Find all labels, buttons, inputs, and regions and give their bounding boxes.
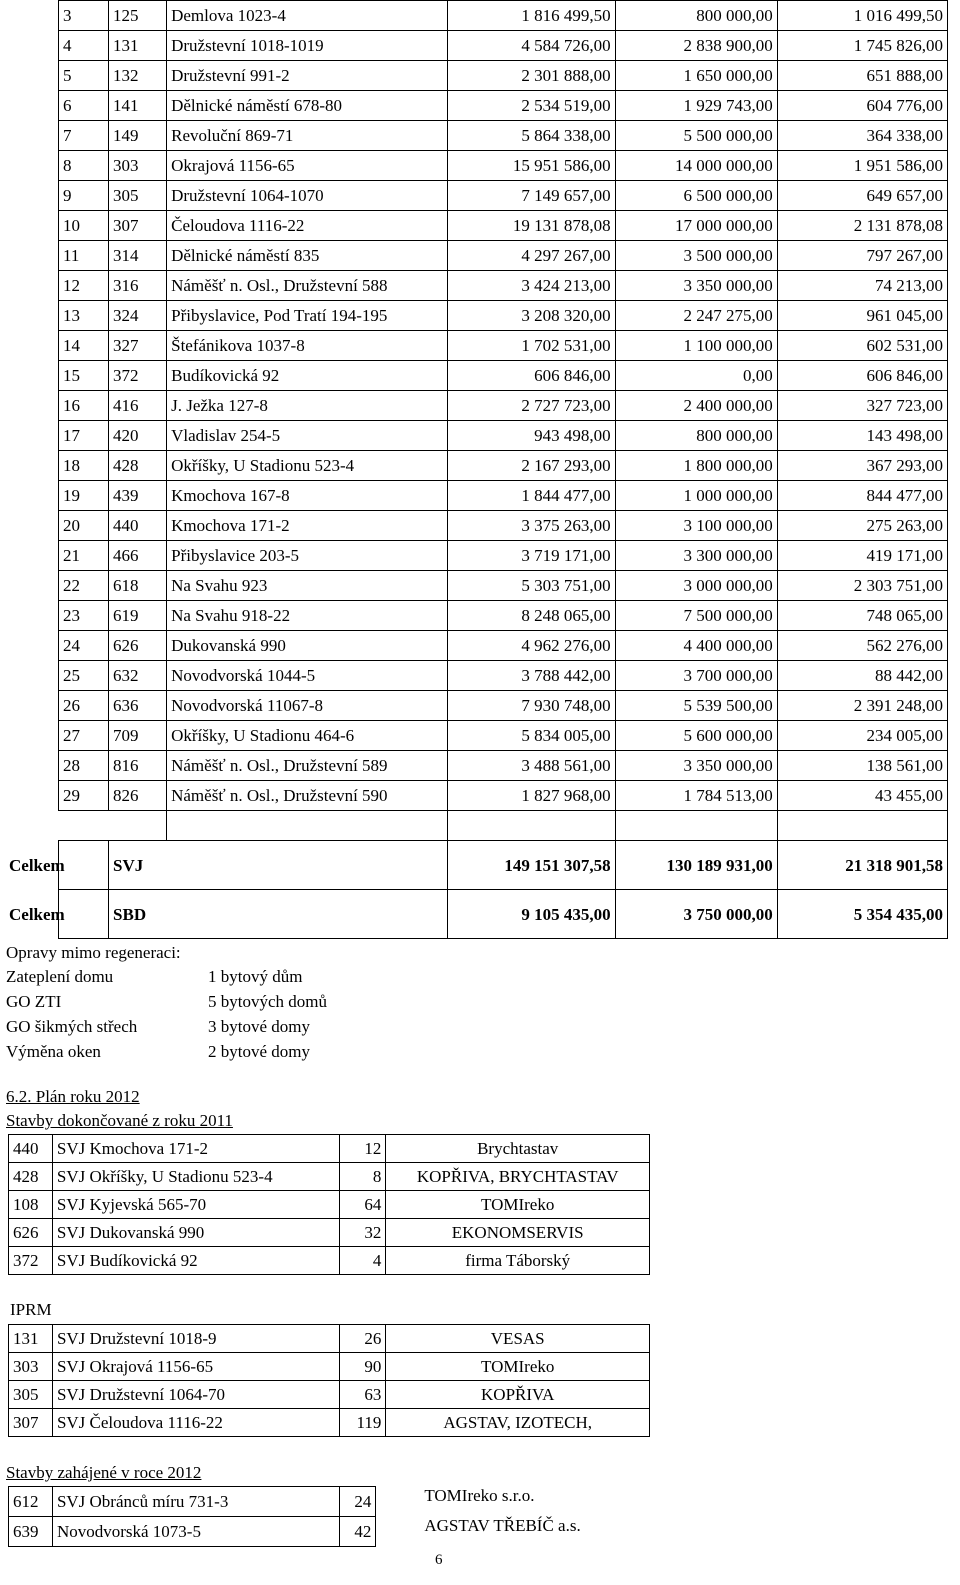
total-cost-cell: 4 962 276,00 bbox=[448, 631, 615, 661]
row-index-cell: 26 bbox=[59, 691, 109, 721]
address-cell: Družstevní 991-2 bbox=[167, 61, 448, 91]
table-row bbox=[59, 571, 948, 601]
row-index-cell: 23 bbox=[59, 601, 109, 631]
iprm-label: IPRM bbox=[10, 1300, 52, 1319]
total-loan-cell: 130 189 931,00 bbox=[615, 841, 777, 890]
row-index-cell: 25 bbox=[59, 661, 109, 691]
table-row bbox=[59, 661, 948, 691]
total-cost-cell: 2 167 293,00 bbox=[448, 451, 615, 481]
total-cost-cell: 19 131 878,08 bbox=[448, 211, 615, 241]
investment-table bbox=[9, 0, 948, 939]
loan-amount-cell: 1 929 743,00 bbox=[615, 91, 777, 121]
house-code-cell: 372 bbox=[109, 361, 167, 391]
house-code-cell: 636 bbox=[109, 691, 167, 721]
house-code-cell: 416 bbox=[109, 391, 167, 421]
flat-count-cell: 63 bbox=[340, 1381, 386, 1409]
repair-value: 1 bytový dům bbox=[208, 967, 303, 986]
total-cost-cell: 5 834 005,00 bbox=[448, 721, 615, 751]
house-code-cell: 316 bbox=[109, 271, 167, 301]
table-row bbox=[9, 1353, 650, 1381]
own-funds-cell: 604 776,00 bbox=[777, 91, 947, 121]
table-row bbox=[59, 361, 948, 391]
total-cost-cell: 7 930 748,00 bbox=[448, 691, 615, 721]
row-index-cell: 4 bbox=[59, 31, 109, 61]
house-code-cell: 108 bbox=[9, 1191, 53, 1219]
loan-amount-cell: 1 000 000,00 bbox=[615, 481, 777, 511]
table-row bbox=[59, 151, 948, 181]
plan-heading: 6.2. Plán roku 2012 bbox=[6, 1087, 140, 1106]
loan-amount-cell: 4 400 000,00 bbox=[615, 631, 777, 661]
row-index-cell: 8 bbox=[59, 151, 109, 181]
repair-item bbox=[6, 967, 327, 992]
own-funds-cell: 327 723,00 bbox=[777, 391, 947, 421]
total-cost-cell: 3 424 213,00 bbox=[448, 271, 615, 301]
address-cell: Okříšky, U Stadionu 464-6 bbox=[167, 721, 448, 751]
address-cell: Přibyslavice, Pod Tratí 194-195 bbox=[167, 301, 448, 331]
row-index-cell: 28 bbox=[59, 751, 109, 781]
own-funds-cell: 2 303 751,00 bbox=[777, 571, 947, 601]
table-row bbox=[59, 751, 948, 781]
house-code-cell: 439 bbox=[109, 481, 167, 511]
repair-label: GO šikmých střech bbox=[6, 1017, 138, 1036]
house-code-cell: 307 bbox=[9, 1409, 53, 1437]
house-code-cell: 125 bbox=[109, 1, 167, 31]
total-label: Celkem bbox=[59, 890, 109, 939]
table-row bbox=[59, 421, 948, 451]
row-index-cell: 11 bbox=[59, 241, 109, 271]
address-cell: Náměšť n. Osl., Družstevní 588 bbox=[167, 271, 448, 301]
address-cell: Vladislav 254-5 bbox=[167, 421, 448, 451]
address-cell: Družstevní 1064-1070 bbox=[167, 181, 448, 211]
contractor-cell: EKONOMSERVIS bbox=[386, 1219, 650, 1247]
row-index-cell: 21 bbox=[59, 541, 109, 571]
loan-amount-cell: 3 350 000,00 bbox=[615, 271, 777, 301]
loan-amount-cell: 3 350 000,00 bbox=[615, 751, 777, 781]
loan-amount-cell: 3 100 000,00 bbox=[615, 511, 777, 541]
house-code-cell: 428 bbox=[9, 1163, 53, 1191]
own-funds-cell: 234 005,00 bbox=[777, 721, 947, 751]
table-row bbox=[59, 691, 948, 721]
loan-amount-cell: 800 000,00 bbox=[615, 1, 777, 31]
row-index-cell: 13 bbox=[59, 301, 109, 331]
table-row bbox=[59, 61, 948, 91]
address-cell: Demlova 1023-4 bbox=[167, 1, 448, 31]
address-cell: Okrajová 1156-65 bbox=[167, 151, 448, 181]
loan-amount-cell: 1 784 513,00 bbox=[615, 781, 777, 811]
table-row bbox=[59, 601, 948, 631]
address-cell: Na Svahu 918-22 bbox=[167, 601, 448, 631]
house-code-cell: 303 bbox=[9, 1353, 53, 1381]
table-row bbox=[9, 1163, 650, 1191]
own-funds-cell: 1 951 586,00 bbox=[777, 151, 947, 181]
address-cell: Na Svahu 923 bbox=[167, 571, 448, 601]
contractor-cell: TOMIreko bbox=[386, 1353, 650, 1381]
table-row bbox=[59, 781, 948, 811]
contractor-cell: Brychtastav bbox=[386, 1135, 650, 1163]
total-cost-cell: 3 788 442,00 bbox=[448, 661, 615, 691]
flat-count-cell: 26 bbox=[340, 1325, 386, 1353]
house-code-cell: 618 bbox=[109, 571, 167, 601]
house-code-cell: 131 bbox=[9, 1325, 53, 1353]
address-cell: Revoluční 869-71 bbox=[167, 121, 448, 151]
building-name-cell: SVJ Kmochova 171-2 bbox=[52, 1135, 340, 1163]
total-cost-cell: 3 719 171,00 bbox=[448, 541, 615, 571]
house-code-cell: 428 bbox=[109, 451, 167, 481]
address-cell: Náměšť n. Osl., Družstevní 589 bbox=[167, 751, 448, 781]
total-cost-cell: 606 846,00 bbox=[448, 361, 615, 391]
total-cost-cell: 1 827 968,00 bbox=[448, 781, 615, 811]
house-code-cell: 440 bbox=[109, 511, 167, 541]
loan-amount-cell: 2 400 000,00 bbox=[615, 391, 777, 421]
house-code-cell: 372 bbox=[9, 1247, 53, 1275]
flat-count-cell: 12 bbox=[340, 1135, 386, 1163]
house-code-cell: 626 bbox=[9, 1219, 53, 1247]
own-funds-cell: 1 745 826,00 bbox=[777, 31, 947, 61]
loan-amount-cell: 3 000 000,00 bbox=[615, 571, 777, 601]
total-cost-cell: 3 375 263,00 bbox=[448, 511, 615, 541]
flat-count-cell: 4 bbox=[340, 1247, 386, 1275]
row-index-cell: 14 bbox=[59, 331, 109, 361]
loan-amount-cell: 2 838 900,00 bbox=[615, 31, 777, 61]
row-index-cell: 16 bbox=[59, 391, 109, 421]
row-index-cell: 22 bbox=[59, 571, 109, 601]
building-name-cell: SVJ Okrajová 1156-65 bbox=[52, 1353, 340, 1381]
own-funds-cell: 364 338,00 bbox=[777, 121, 947, 151]
total-cost-cell: 15 951 586,00 bbox=[448, 151, 615, 181]
own-funds-cell: 138 561,00 bbox=[777, 751, 947, 781]
row-index-cell: 7 bbox=[59, 121, 109, 151]
table-row bbox=[59, 541, 948, 571]
address-cell: Kmochova 171-2 bbox=[167, 511, 448, 541]
table-row bbox=[59, 91, 948, 121]
iprm-table bbox=[8, 1324, 650, 1437]
house-code-cell: 709 bbox=[109, 721, 167, 751]
flat-count-cell: 24 bbox=[340, 1487, 376, 1517]
contractor-cell: KOPŘIVA bbox=[386, 1381, 650, 1409]
repair-label: Zateplení domu bbox=[6, 967, 114, 986]
total-label: Celkem bbox=[59, 841, 109, 890]
table-row bbox=[59, 31, 948, 61]
building-name-cell: SVJ Družstevní 1018-9 bbox=[52, 1325, 340, 1353]
total-cost-cell: 2 727 723,00 bbox=[448, 391, 615, 421]
building-name-cell: SVJ Kyjevská 565-70 bbox=[52, 1191, 340, 1219]
own-funds-cell: 2 391 248,00 bbox=[777, 691, 947, 721]
own-funds-cell: 367 293,00 bbox=[777, 451, 947, 481]
house-code-cell: 466 bbox=[109, 541, 167, 571]
repairs-list bbox=[6, 967, 327, 1067]
total-cost-cell: 4 584 726,00 bbox=[448, 31, 615, 61]
repair-item bbox=[6, 992, 327, 1017]
address-cell: Budíkovická 92 bbox=[167, 361, 448, 391]
house-code-cell: 141 bbox=[109, 91, 167, 121]
contractor-cell: TOMIreko s.r.o. bbox=[424, 1485, 535, 1505]
address-cell: Novodvorská 1044-5 bbox=[167, 661, 448, 691]
total-own-cell: 5 354 435,00 bbox=[777, 890, 947, 939]
table-row bbox=[59, 241, 948, 271]
contractor-cell: TOMIreko bbox=[386, 1191, 650, 1219]
row-index-cell: 27 bbox=[59, 721, 109, 751]
own-funds-cell: 143 498,00 bbox=[777, 421, 947, 451]
total-cost-cell: 1 844 477,00 bbox=[448, 481, 615, 511]
flat-count-cell: 90 bbox=[340, 1353, 386, 1381]
row-index-cell: 10 bbox=[59, 211, 109, 241]
table-row bbox=[9, 1487, 658, 1517]
table-row bbox=[59, 211, 948, 241]
total-type: SBD bbox=[109, 890, 448, 939]
table-row bbox=[59, 331, 948, 361]
table-row bbox=[59, 271, 948, 301]
row-index-cell: 20 bbox=[59, 511, 109, 541]
table-row bbox=[9, 1409, 650, 1437]
own-funds-cell: 606 846,00 bbox=[777, 361, 947, 391]
repair-label: Výměna oken bbox=[6, 1042, 101, 1061]
loan-amount-cell: 7 500 000,00 bbox=[615, 601, 777, 631]
completed-heading: Stavby dokončované z roku 2011 bbox=[6, 1111, 233, 1130]
house-code-cell: 420 bbox=[109, 421, 167, 451]
total-cost-cell: 3 488 561,00 bbox=[448, 751, 615, 781]
total-cost-cell: 943 498,00 bbox=[448, 421, 615, 451]
row-index-cell: 3 bbox=[59, 1, 109, 31]
table-row bbox=[59, 121, 948, 151]
row-index-cell: 17 bbox=[59, 421, 109, 451]
address-cell: Okříšky, U Stadionu 523-4 bbox=[167, 451, 448, 481]
address-cell: Kmochova 167-8 bbox=[167, 481, 448, 511]
row-index-cell: 5 bbox=[59, 61, 109, 91]
row-index-cell: 15 bbox=[59, 361, 109, 391]
loan-amount-cell: 800 000,00 bbox=[615, 421, 777, 451]
row-index-cell: 18 bbox=[59, 451, 109, 481]
table-row bbox=[59, 721, 948, 751]
house-code-cell: 639 bbox=[9, 1517, 53, 1547]
total-cost-cell: 9 105 435,00 bbox=[448, 890, 615, 939]
total-cost-cell: 7 149 657,00 bbox=[448, 181, 615, 211]
own-funds-cell: 844 477,00 bbox=[777, 481, 947, 511]
loan-amount-cell: 0,00 bbox=[615, 361, 777, 391]
address-cell: Náměšť n. Osl., Družstevní 590 bbox=[167, 781, 448, 811]
own-funds-cell: 602 531,00 bbox=[777, 331, 947, 361]
total-type: SVJ bbox=[109, 841, 448, 890]
own-funds-cell: 419 171,00 bbox=[777, 541, 947, 571]
total-cost-cell: 8 248 065,00 bbox=[448, 601, 615, 631]
address-cell: Dělnické náměstí 678-80 bbox=[167, 91, 448, 121]
own-funds-cell: 961 045,00 bbox=[777, 301, 947, 331]
total-cost-cell: 2 301 888,00 bbox=[448, 61, 615, 91]
contractor-cell: firma Táborský bbox=[386, 1247, 650, 1275]
repair-item bbox=[6, 1017, 327, 1042]
loan-amount-cell: 6 500 000,00 bbox=[615, 181, 777, 211]
table-row bbox=[9, 1135, 650, 1163]
page-number: 6 bbox=[435, 1552, 443, 1568]
repair-label: GO ZTI bbox=[6, 992, 62, 1011]
total-cost-cell: 5 303 751,00 bbox=[448, 571, 615, 601]
flat-count-cell: 32 bbox=[340, 1219, 386, 1247]
repairs-heading: Opravy mimo regeneraci: bbox=[6, 943, 181, 962]
building-name-cell: SVJ Budíkovická 92 bbox=[52, 1247, 340, 1275]
total-cost-cell: 4 297 267,00 bbox=[448, 241, 615, 271]
address-cell: Novodvorská 11067-8 bbox=[167, 691, 448, 721]
spacer-row bbox=[59, 811, 948, 841]
own-funds-cell: 1 016 499,50 bbox=[777, 1, 947, 31]
own-funds-cell: 43 455,00 bbox=[777, 781, 947, 811]
repair-value: 5 bytových domů bbox=[208, 992, 327, 1011]
own-funds-cell: 797 267,00 bbox=[777, 241, 947, 271]
building-name-cell: SVJ Obránců míru 731-3 bbox=[52, 1487, 339, 1517]
row-index-cell: 12 bbox=[59, 271, 109, 301]
table-row bbox=[9, 1517, 658, 1547]
house-code-cell: 303 bbox=[109, 151, 167, 181]
started-heading: Stavby zahájené v roce 2012 bbox=[6, 1463, 202, 1482]
total-cost-cell: 1 702 531,00 bbox=[448, 331, 615, 361]
loan-amount-cell: 5 539 500,00 bbox=[615, 691, 777, 721]
total-loan-cell: 3 750 000,00 bbox=[615, 890, 777, 939]
loan-amount-cell: 1 650 000,00 bbox=[615, 61, 777, 91]
house-code-cell: 307 bbox=[109, 211, 167, 241]
flat-count-cell: 64 bbox=[340, 1191, 386, 1219]
total-cost-cell: 149 151 307,58 bbox=[448, 841, 615, 890]
loan-amount-cell: 1 100 000,00 bbox=[615, 331, 777, 361]
table-row bbox=[9, 1219, 650, 1247]
house-code-cell: 440 bbox=[9, 1135, 53, 1163]
repair-item bbox=[6, 1042, 327, 1067]
table-row bbox=[59, 511, 948, 541]
own-funds-cell: 275 263,00 bbox=[777, 511, 947, 541]
table-row bbox=[59, 301, 948, 331]
house-code-cell: 816 bbox=[109, 751, 167, 781]
house-code-cell: 327 bbox=[109, 331, 167, 361]
contractor-cell: KOPŘIVA, BRYCHTASTAV bbox=[386, 1163, 650, 1191]
address-cell: Dukovanská 990 bbox=[167, 631, 448, 661]
building-name-cell: SVJ Družstevní 1064-70 bbox=[52, 1381, 340, 1409]
own-funds-cell: 88 442,00 bbox=[777, 661, 947, 691]
own-funds-cell: 74 213,00 bbox=[777, 271, 947, 301]
loan-amount-cell: 3 700 000,00 bbox=[615, 661, 777, 691]
house-code-cell: 612 bbox=[9, 1487, 53, 1517]
loan-amount-cell: 5 500 000,00 bbox=[615, 121, 777, 151]
address-cell: Přibyslavice 203-5 bbox=[167, 541, 448, 571]
house-code-cell: 314 bbox=[109, 241, 167, 271]
total-row-svj bbox=[59, 841, 948, 890]
own-funds-cell: 2 131 878,08 bbox=[777, 211, 947, 241]
started-table bbox=[8, 1486, 658, 1547]
table-row bbox=[59, 481, 948, 511]
own-funds-cell: 562 276,00 bbox=[777, 631, 947, 661]
total-cost-cell: 3 208 320,00 bbox=[448, 301, 615, 331]
total-cost-cell: 2 534 519,00 bbox=[448, 91, 615, 121]
building-name-cell: SVJ Okříšky, U Stadionu 523-4 bbox=[52, 1163, 340, 1191]
table-row bbox=[9, 1247, 650, 1275]
house-code-cell: 305 bbox=[9, 1381, 53, 1409]
table-row bbox=[59, 451, 948, 481]
flat-count-cell: 8 bbox=[340, 1163, 386, 1191]
repair-value: 3 bytové domy bbox=[208, 1017, 310, 1036]
house-code-cell: 131 bbox=[109, 31, 167, 61]
own-funds-cell: 748 065,00 bbox=[777, 601, 947, 631]
flat-count-cell: 119 bbox=[340, 1409, 386, 1437]
house-code-cell: 149 bbox=[109, 121, 167, 151]
address-cell: Dělnické náměstí 835 bbox=[167, 241, 448, 271]
table-row bbox=[59, 391, 948, 421]
contractor-cell: VESAS bbox=[386, 1325, 650, 1353]
loan-amount-cell: 2 247 275,00 bbox=[615, 301, 777, 331]
total-cost-cell: 5 864 338,00 bbox=[448, 121, 615, 151]
address-cell: Štefánikova 1037-8 bbox=[167, 331, 448, 361]
table-row bbox=[59, 1, 948, 31]
repair-value: 2 bytové domy bbox=[208, 1042, 310, 1061]
loan-amount-cell: 1 800 000,00 bbox=[615, 451, 777, 481]
contractor-cell: AGSTAV, IZOTECH, bbox=[386, 1409, 650, 1437]
address-cell: Družstevní 1018-1019 bbox=[167, 31, 448, 61]
table-row bbox=[59, 631, 948, 661]
row-index-cell: 29 bbox=[59, 781, 109, 811]
total-own-cell: 21 318 901,58 bbox=[777, 841, 947, 890]
loan-amount-cell: 5 600 000,00 bbox=[615, 721, 777, 751]
house-code-cell: 626 bbox=[109, 631, 167, 661]
flat-count-cell: 42 bbox=[340, 1517, 376, 1547]
row-index-cell: 24 bbox=[59, 631, 109, 661]
row-index-cell: 6 bbox=[59, 91, 109, 121]
building-name-cell: SVJ Dukovanská 990 bbox=[52, 1219, 340, 1247]
house-code-cell: 324 bbox=[109, 301, 167, 331]
own-funds-cell: 651 888,00 bbox=[777, 61, 947, 91]
total-row-sbd bbox=[59, 890, 948, 939]
table-row bbox=[9, 1191, 650, 1219]
house-code-cell: 826 bbox=[109, 781, 167, 811]
table-row bbox=[9, 1381, 650, 1409]
row-index-cell: 9 bbox=[59, 181, 109, 211]
building-name-cell: Novodvorská 1073-5 bbox=[52, 1517, 339, 1547]
address-cell: J. Ježka 127-8 bbox=[167, 391, 448, 421]
building-name-cell: SVJ Čeloudova 1116-22 bbox=[52, 1409, 340, 1437]
own-funds-cell: 649 657,00 bbox=[777, 181, 947, 211]
address-cell: Čeloudova 1116-22 bbox=[167, 211, 448, 241]
loan-amount-cell: 14 000 000,00 bbox=[615, 151, 777, 181]
loan-amount-cell: 17 000 000,00 bbox=[615, 211, 777, 241]
loan-amount-cell: 3 300 000,00 bbox=[615, 541, 777, 571]
table-row bbox=[9, 1325, 650, 1353]
house-code-cell: 305 bbox=[109, 181, 167, 211]
house-code-cell: 619 bbox=[109, 601, 167, 631]
house-code-cell: 632 bbox=[109, 661, 167, 691]
table-row bbox=[59, 181, 948, 211]
row-index-cell: 19 bbox=[59, 481, 109, 511]
total-cost-cell: 1 816 499,50 bbox=[448, 1, 615, 31]
loan-amount-cell: 3 500 000,00 bbox=[615, 241, 777, 271]
house-code-cell: 132 bbox=[109, 61, 167, 91]
contractor-cell: AGSTAV TŘEBÍČ a.s. bbox=[424, 1515, 581, 1535]
completed-table bbox=[8, 1134, 650, 1275]
